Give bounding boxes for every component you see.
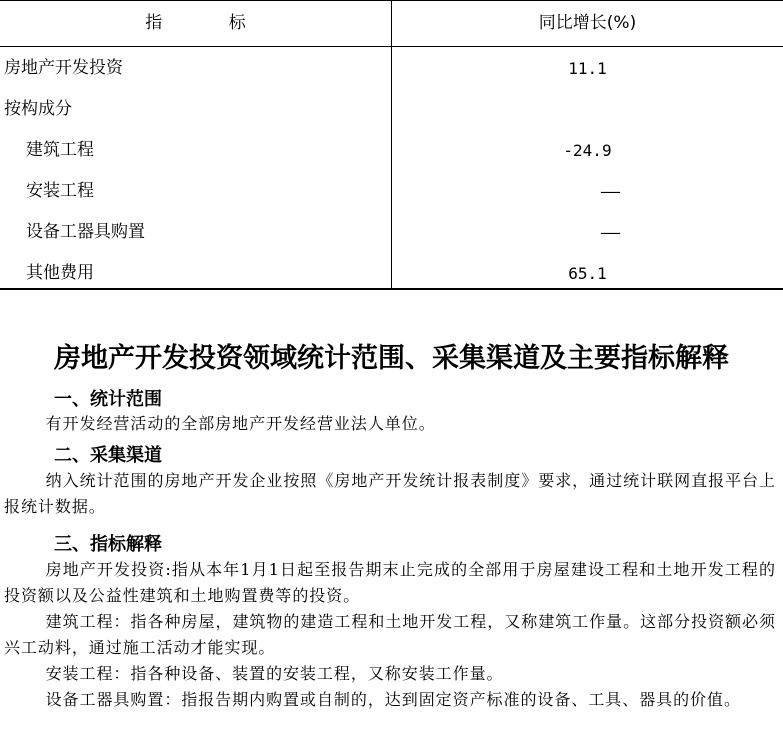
row-label: 建筑工程 bbox=[26, 140, 94, 160]
paragraph-channel: 纳入统计范围的房地产开发企业按照《房地产开发统计报表制度》要求，通过统计联网直报平台上报统计数据。 bbox=[4, 471, 776, 516]
document-title: 房地产开发投资领域统计范围、采集渠道及主要指标解释 bbox=[54, 343, 729, 374]
row-value: -24.9 bbox=[563, 141, 612, 160]
section-heading-scope: 一、统计范围 bbox=[54, 389, 162, 410]
table-row bbox=[0, 89, 783, 130]
section-heading-indicators: 三、指标解释 bbox=[54, 534, 162, 555]
row-value: —— bbox=[600, 223, 621, 242]
table-row bbox=[0, 253, 783, 294]
paragraph-investment: 房地产开发投资:指从本年1月1日起至报告期末止完成的全部用于房屋建设工程和土地开发工程的投资额以及公益性建筑和土地购置费等的投资。 bbox=[4, 560, 776, 605]
paragraph-installation: 安装工程：指各种设备、装置的安装工程，又称安装工作量。 bbox=[45, 664, 504, 683]
table-row bbox=[0, 130, 783, 171]
row-value: 11.1 bbox=[568, 59, 607, 78]
table-row bbox=[0, 48, 783, 89]
row-label: 安装工程 bbox=[26, 181, 94, 201]
paragraph-equipment: 设备工器具购置：指报告期内购置或自制的，达到固定资产标准的设备、工具、器具的价值。 bbox=[45, 690, 741, 709]
section-heading-channel: 二、采集渠道 bbox=[54, 445, 162, 466]
header-divider bbox=[0, 46, 783, 47]
table-row bbox=[0, 212, 783, 253]
paragraph-construction: 建筑工程：指各种房屋，建筑物的建造工程和土地开发工程，又称建筑工作量。这部分投资额必须兴工动料，通过施工活动才能实现。 bbox=[4, 612, 776, 657]
row-label: 其他费用 bbox=[26, 263, 94, 283]
header-growth: 同比增长(%) bbox=[538, 13, 637, 33]
row-label: 房地产开发投资 bbox=[4, 58, 123, 78]
row-label: 设备工器具购置 bbox=[26, 222, 145, 242]
row-value: 65.1 bbox=[568, 264, 607, 283]
paragraph-scope: 有开发经营活动的全部房地产开发经营业法人单位。 bbox=[45, 414, 436, 433]
header-indicator: 指 标 bbox=[145, 13, 277, 33]
row-value: —— bbox=[600, 182, 621, 201]
row-label: 按构成分 bbox=[4, 99, 72, 119]
table-row bbox=[0, 171, 783, 212]
growth-table bbox=[0, 0, 783, 290]
